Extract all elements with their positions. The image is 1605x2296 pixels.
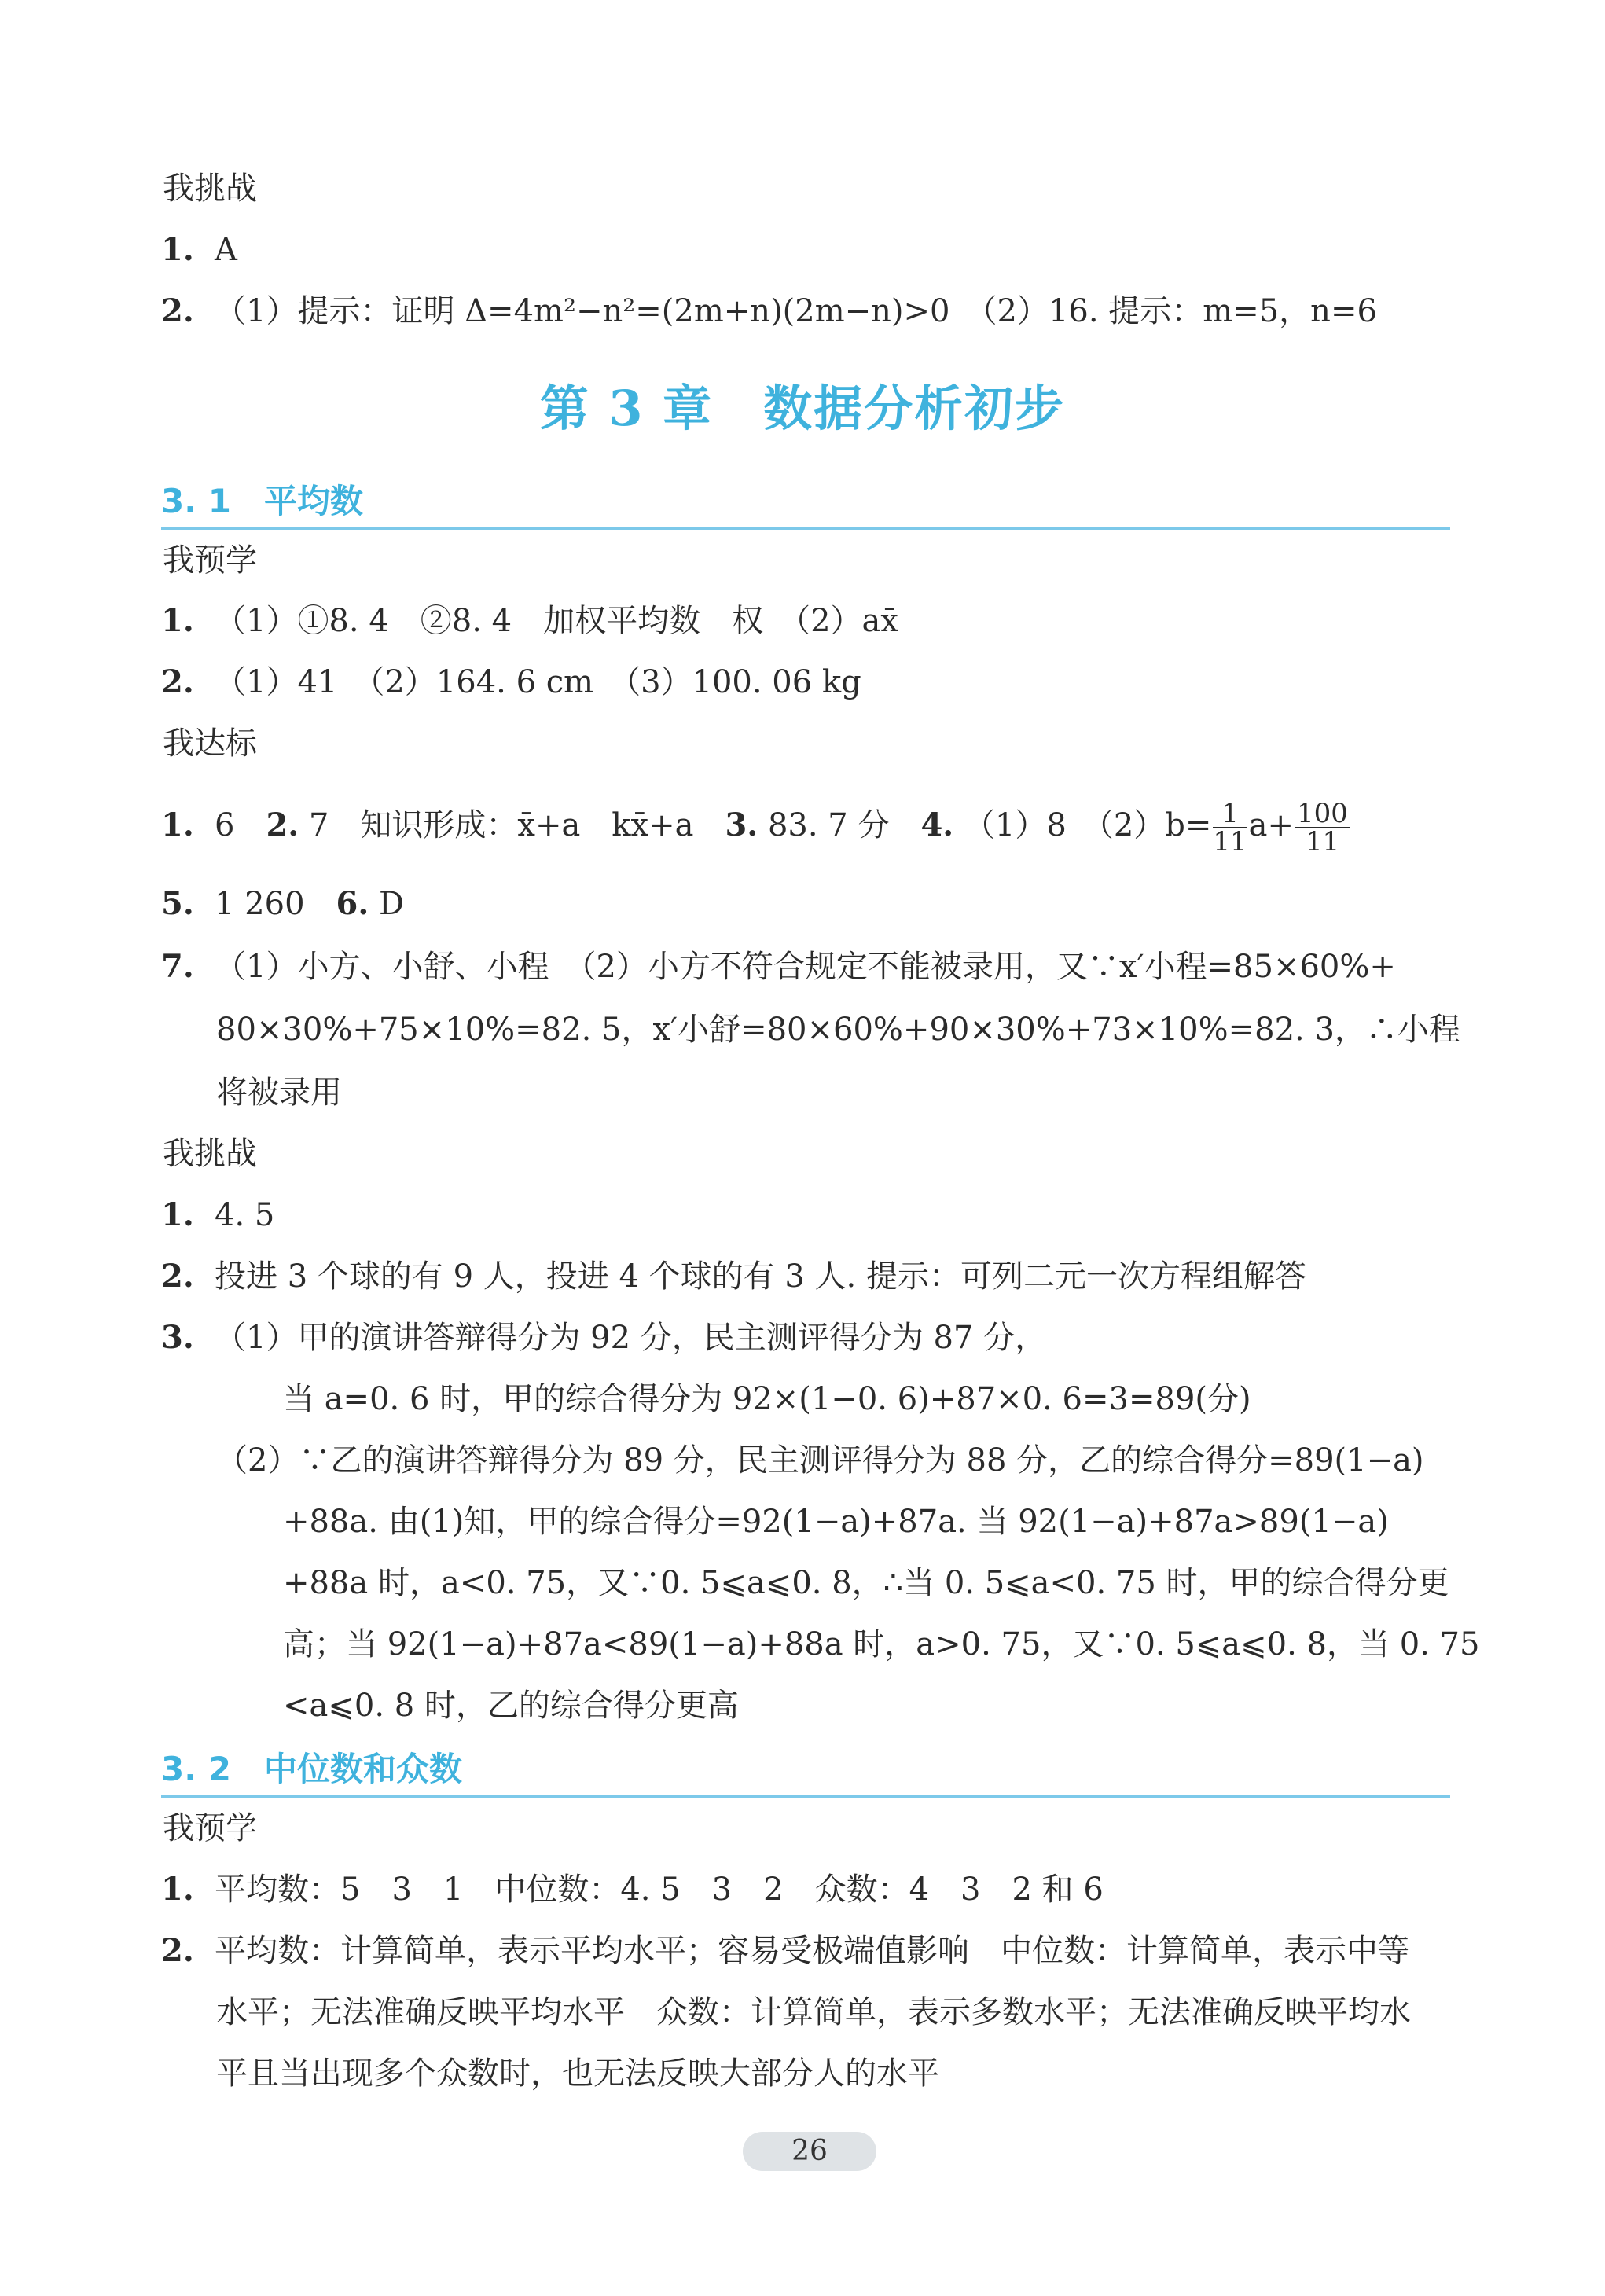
chapter-title: 第 3 章 数据分析初步 [539, 380, 1066, 437]
answer-text: （1）8 （2）b= [963, 807, 1212, 843]
answer-continuation: （2）∵乙的演讲答辩得分为 89 分，民主测评得分为 88 分，乙的综合得分=89(1−a) [216, 1442, 1424, 1479]
answer-line [161, 1193, 274, 1237]
answer-text: （1）①8. 4 ②8. 4 加权平均数 权 （2）ax̄ [215, 603, 898, 639]
page-number: 26 [743, 2132, 876, 2171]
answer-line [161, 228, 237, 272]
fraction-denominator: 11 [1305, 826, 1340, 858]
answer-text: 4. 5 [215, 1197, 275, 1233]
answer-text: （1）小方、小舒、小程 （2）小方不符合规定不能被录用，又∵x′小程=85×60%+ [215, 949, 1396, 985]
item-number: 1. [161, 602, 194, 639]
answer-text: 投进 3 个球的有 9 人，投进 4 个球的有 3 人. 提示：可列二元一次方程组解答 [215, 1258, 1306, 1295]
answer-continuation: +88a 时，a<0. 75，又∵0. 5⩽a⩽0. 8，∴当 0. 5⩽a<0. 75 时，甲的综合得分更 [283, 1565, 1449, 1601]
answer-continuation: 将被录用 [216, 1075, 342, 1111]
answer-continuation: 高；当 92(1−a)+87a<89(1−a)+88a 时，a>0. 75，又∵0. 5⩽a⩽0. 8，当 0. 75 [283, 1626, 1480, 1662]
item-number: 6. [336, 885, 369, 922]
section-heading-3-1: 3. 1 平均数 [161, 476, 1450, 530]
answer-text: 平均数：计算简单，表示平均水平；容易受极端值影响 中位数：计算简单，表示中等 [215, 1933, 1409, 1969]
fraction-numerator: 1 [1213, 800, 1247, 828]
answer-text: A [215, 232, 237, 268]
subheading-preview: 我预学 [163, 542, 257, 579]
answer-line [161, 882, 404, 926]
answer-line [161, 1929, 1409, 1973]
answer-line [161, 599, 898, 643]
item-number: 4. [920, 806, 954, 843]
answer-continuation: 平且当出现多个众数时，也无法反映大部分人的水平 [216, 2055, 939, 2092]
item-number: 1. [161, 806, 194, 843]
item-number: 1. [161, 1196, 194, 1233]
item-number: 1. [161, 231, 194, 268]
answer-text: a+ [1248, 807, 1295, 843]
answer-line [161, 289, 1377, 333]
answer-text: （1）41 （2）164. 6 cm （3）100. 06 kg [215, 664, 861, 700]
answer-text: （1）甲的演讲答辩得分为 92 分，民主测评得分为 87 分， [215, 1320, 1047, 1356]
answer-line [161, 1868, 1104, 1912]
subheading-standard: 我达标 [163, 726, 257, 762]
fraction-denominator: 11 [1213, 826, 1247, 858]
answer-text: 平均数：5 3 1 中位数：4. 5 3 2 众数：4 3 2 和 6 [215, 1872, 1104, 1908]
answer-continuation: 当 a=0. 6 时，甲的综合得分为 92×(1−0. 6)+87×0. 6=3=89(分) [283, 1381, 1251, 1417]
answer-text: 83. 7 分 [767, 807, 921, 843]
answer-text: 1 260 [215, 886, 336, 922]
answer-line [161, 1255, 1306, 1299]
subheading-preview: 我预学 [163, 1810, 257, 1846]
answer-text: 7 知识形成：x̄+a kx̄+a [308, 807, 725, 843]
answer-line [161, 945, 1396, 989]
item-number: 3. [161, 1319, 194, 1356]
item-number: 2. [161, 1932, 194, 1969]
item-number: 2. [266, 806, 299, 843]
answer-text: 6 [215, 807, 266, 843]
answer-line [161, 660, 861, 704]
answer-text: （1）提示：证明 Δ=4m²−n²=(2m+n)(2m−n)>0 （2）16. 提示：m=5，n=6 [215, 293, 1377, 329]
answer-continuation: <a⩽0. 8 时，乙的综合得分更高 [283, 1688, 739, 1724]
fraction-numerator: 100 [1297, 798, 1348, 829]
answer-continuation: +88a. 由(1)知，甲的综合得分=92(1−a)+87a. 当 92(1−a)+87a>89(1−a) [283, 1504, 1389, 1540]
subheading-challenge: 我挑战 [163, 1136, 257, 1172]
item-number: 1. [161, 1871, 194, 1908]
section-heading-3-2: 3. 2 中位数和众数 [161, 1743, 1450, 1798]
answer-text: D [379, 886, 405, 922]
item-number: 3. [725, 806, 758, 843]
fraction [1295, 798, 1350, 858]
answer-continuation: 水平；无法准确反映平均水平 众数：计算简单，表示多数水平；无法准确反映平均水 [216, 1994, 1411, 2030]
item-number: 2. [161, 292, 194, 329]
answer-line [161, 1316, 1046, 1360]
item-number: 2. [161, 663, 194, 700]
item-number: 5. [161, 885, 194, 922]
fraction [1213, 798, 1247, 858]
item-number: 2. [161, 1258, 194, 1295]
item-number: 7. [161, 948, 194, 985]
answer-continuation: 80×30%+75×10%=82. 5，x′小舒=80×60%+90×30%+73×10%=82. 3，∴小程 [216, 1012, 1460, 1048]
subheading-challenge: 我挑战 [163, 171, 257, 207]
answer-line [161, 798, 1351, 858]
